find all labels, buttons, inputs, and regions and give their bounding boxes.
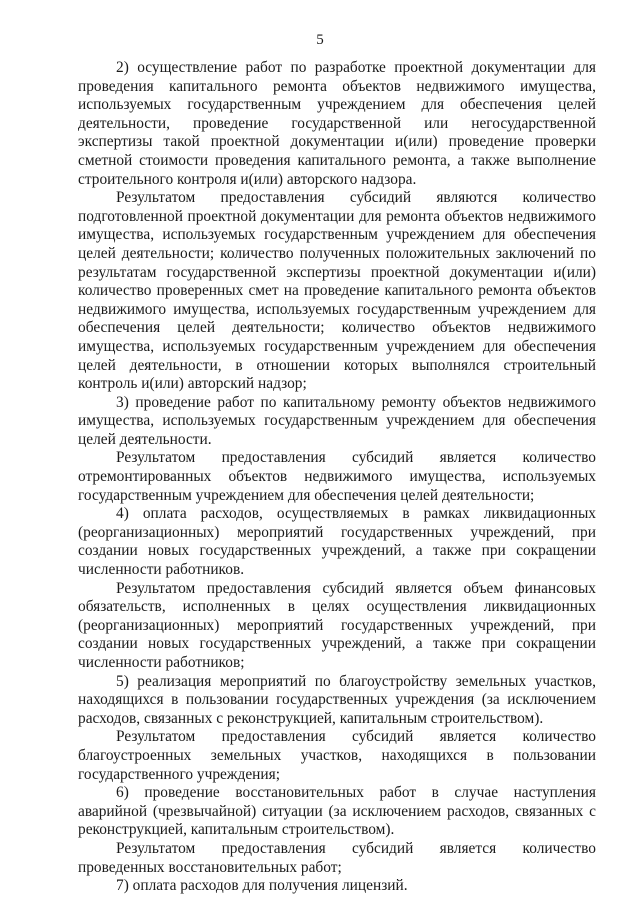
paragraph: 2) осуществление работ по разработке проектной документации для проведения капитального ремонта объектов недвижимого имущества, используемых государственным учреждением для обеспечения целей деятельности, проведение государственной или негосударственной экспертизы такой проектной документации и(или) проведение проверки сметной стоимости проведения капитального ремонта, а также выполнение строительного контроля и(или) авторского надзора. [78, 59, 596, 188]
paragraph: Результатом предоставления субсидий является количество отремонтированных объектов недвижимого имущества, используемых государственным учреждением для обеспечения целей деятельности; [78, 449, 596, 504]
paragraph: Результатом предоставления субсидий является количество проведенных восстановительных работ; [78, 839, 596, 876]
page-number: 5 [316, 32, 324, 48]
paragraph: 4) оплата расходов, осуществляемых в рамках ликвидационных (реорганизационных) мероприятий государственных учреждений, при создании новых государственных учреждений, а также при сокращении численности работников. [78, 505, 596, 579]
document-body [78, 59, 596, 896]
paragraph: Результатом предоставления субсидий является объем финансовых обязательств, исполненных в целях осуществления ликвидационных (реорганизационных) мероприятий государственных учреждений, при создании новых государственных учреждений, а также при сокращении численности работников; [78, 579, 596, 671]
paragraph: Результатом предоставления субсидий является количество благоустроенных земельных участков, находящихся в пользовании государственного учреждения; [78, 728, 596, 783]
paragraph: 3) проведение работ по капитальному ремонту объектов недвижимого имущества, используемых государственным учреждением для обеспечения целей деятельности. [78, 393, 596, 448]
paragraph: 5) реализация мероприятий по благоустройству земельных участков, находящихся в пользовании государственных учреждения (за исключением расходов, связанных с реконструкцией, капитальным строительством). [78, 672, 596, 727]
paragraph: Результатом предоставления субсидий являются количество подготовленной проектной документации для ремонта объектов недвижимого имущества, используемых государственным учреждением для обеспечения целей деятельности; количество полученных положительных заключений по результатам государственной экспертизы проектной документации и(или) количество проверенных смет на проведение капитального ремонта объектов недвижимого имущества, используемых государственным учреждением для обеспечения целей деятельности; количество объектов недвижимого имущества, используемых государственным учреждением для обеспечения целей деятельности, в отношении которых выполнялся строительный контроль и(или) авторский надзор; [78, 189, 596, 393]
paragraph: 6) проведение восстановительных работ в случае наступления аварийной (чрезвычайной) ситуации (за исключением расходов, связанных с реконструкцией, капитальным строительством). [78, 784, 596, 839]
paragraph: 7) оплата расходов для получения лицензий. [116, 877, 408, 895]
